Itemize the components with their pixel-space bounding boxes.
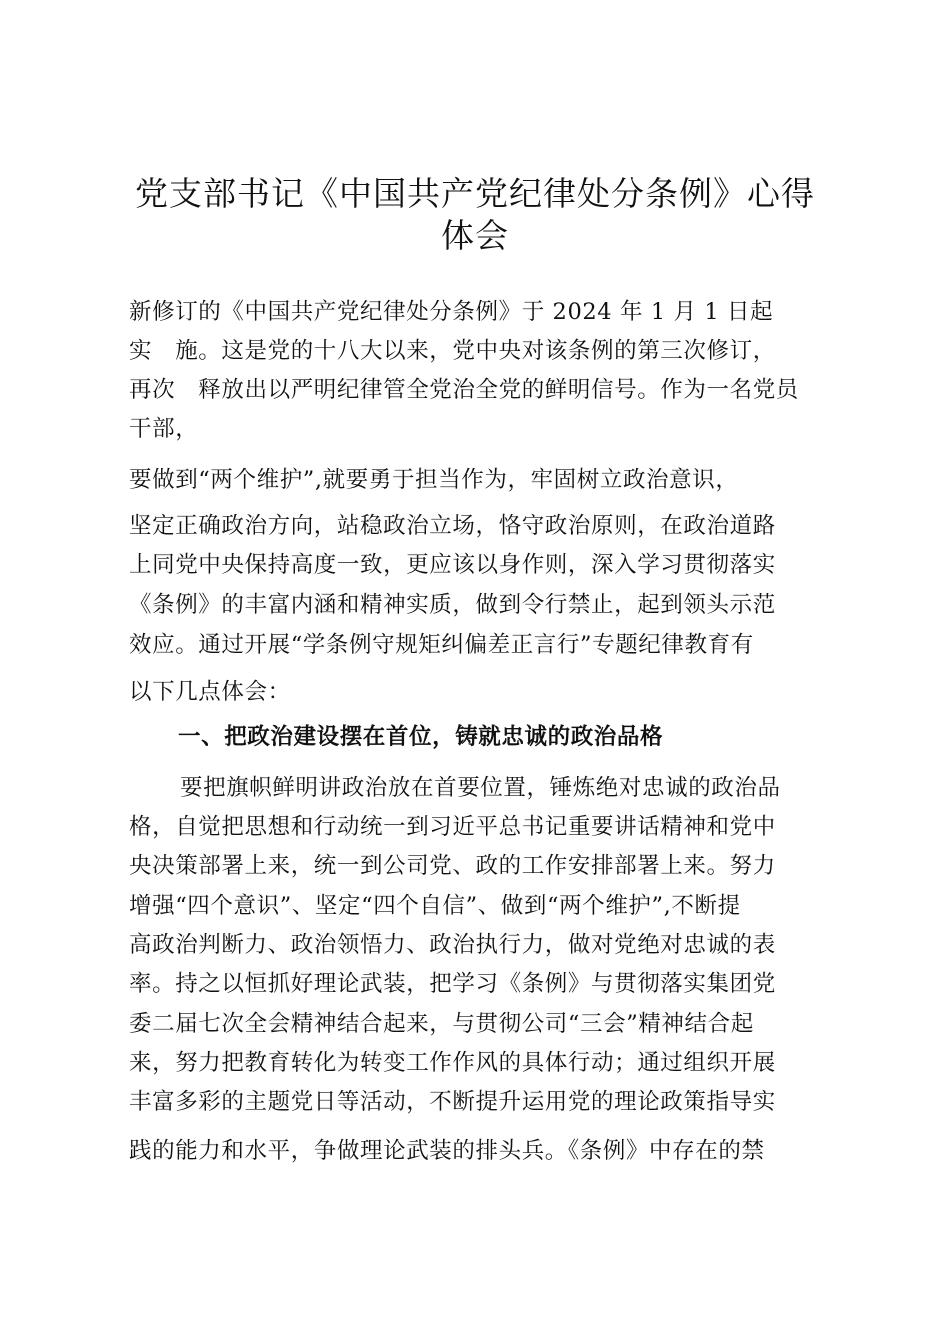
section-1-line-6: 率。持之以恒抓好理论武装，把学习《条例》与贯彻落实集团党	[129, 971, 776, 997]
intro-line-2: 实 施。这是党的十八大以来，党中央对该条例的第三次修订，	[129, 338, 776, 364]
section-1-line-3: 央决策部署上来，统一到公司党、政的工作安排部署上来。努力	[129, 853, 776, 879]
section-1-line-5: 高政治判断力、政治领悟力、政治执行力，做对党绝对忠诚的表	[129, 932, 776, 958]
intro-line-3: 再次 释放出以严明纪律管全党治全党的鲜明信号。作为一名党员	[129, 377, 799, 403]
document-title-line-2: 体会	[441, 216, 509, 255]
para2-line-5: 效应。通过开展“学条例守规矩纠偏差正言行”专题纪律教育有	[129, 632, 754, 658]
section-1-line-8: 来，努力把教育转化为转变工作作风的具体行动；通过组织开展	[129, 1050, 776, 1076]
intro-line-1: 新修订的《中国共产党纪律处分条例》于 2024 年 1 月 1 日起	[129, 299, 774, 325]
para2-line-2: 坚定正确政治方向，站稳政治立场，恪守政治原则，在政治道路	[129, 513, 776, 539]
intro-line-4: 干部，	[129, 416, 199, 442]
section-1-line-1: 要把旗帜鲜明讲政治放在首要位置，锤炼绝对忠诚的政治品	[180, 775, 781, 801]
section-1-heading: 一、把政治建设摆在首位，铸就忠诚的政治品格	[178, 724, 664, 750]
para2-line-4: 《条例》的丰富内涵和精神实质，做到令行禁止，起到领头示范	[129, 592, 776, 618]
para2-line-1: 要做到“两个维护”,就要勇于担当作为，牢固树立政治意识，	[129, 467, 739, 493]
section-1-line-9: 丰富多彩的主题党日等活动，不断提升运用党的理论政策指导实	[129, 1089, 776, 1115]
section-1-line-4: 增强“四个意识”、坚定“四个自信”、做到“两个维护”,不断提	[129, 893, 741, 919]
para2-line-3: 上同党中央保持高度一致，更应该以身作则，深入学习贯彻落实	[129, 552, 776, 578]
section-1-line-7: 委二届七次全会精神结合起来，与贯彻公司“三会”精神结合起	[129, 1011, 754, 1037]
document-title-line-1: 党支部书记《中国共产党纪律处分条例》心得	[135, 174, 815, 213]
section-1-line-2: 格，自觉把思想和行动统一到习近平总书记重要讲话精神和党中	[129, 814, 776, 840]
section-1-line-10: 践的能力和水平，争做理论武装的排头兵。《条例》中存在的禁	[129, 1138, 765, 1164]
para3-line: 以下几点体会：	[129, 679, 291, 705]
